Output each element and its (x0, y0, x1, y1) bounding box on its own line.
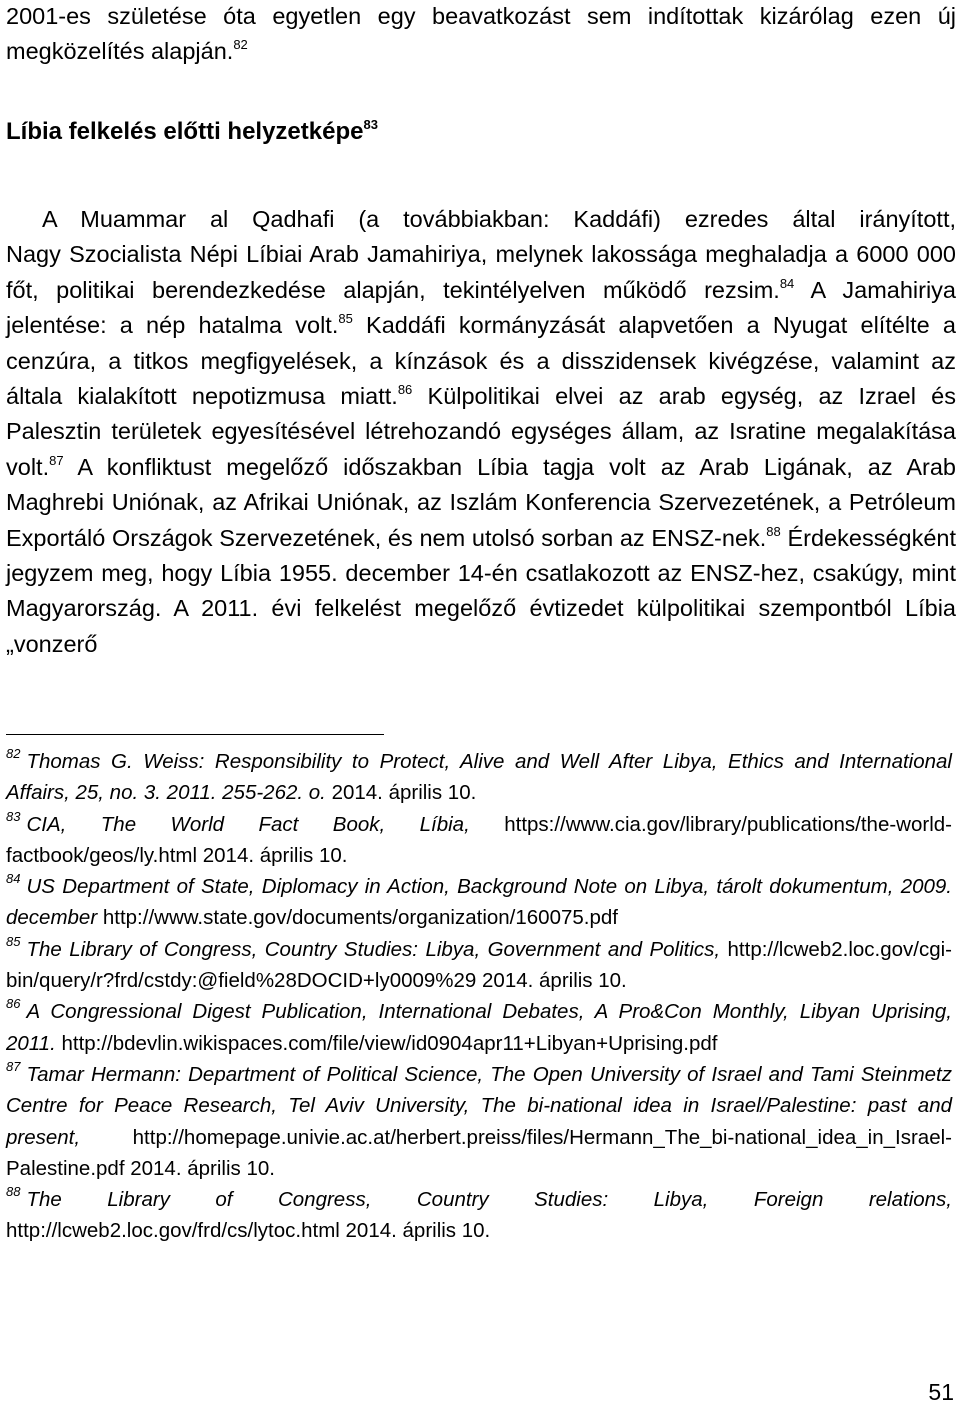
footnote-ref-87: 87 (49, 452, 64, 468)
footnote-ref-85: 85 (338, 311, 353, 327)
footnote-ref-84: 84 (779, 275, 795, 291)
section-heading (6, 112, 956, 152)
main-paragraph (6, 202, 956, 662)
paragraph-text-1: Nagy Szocialista Népi Líbiai Arab Jamahiriya, melynek lakossága meghaladja a 6000 000 főt, politikai berendezkedése alapján, tekintélyelven működő rezsim. (6, 241, 956, 303)
section-heading-text: Líbia felkelés előtti helyzetképe (6, 118, 364, 145)
paragraph-text-4: Külpolitikai elvei az arab egység, az Izrael és Palesztin területek egyesítésével létrehozandó egységes állam, az Isratine megalakítása volt. (6, 383, 957, 480)
intro-paragraph (6, 0, 956, 70)
page-number: 51 (928, 1379, 954, 1405)
footnote-ref-82: 82 (233, 37, 248, 53)
footnote-ref-86: 86 (397, 382, 413, 398)
footnote-ref-88: 88 (766, 523, 781, 539)
footnote-88: $^{88}$ The Library of Congress, Country Studies: Libya, Foreign relations, http://lcweb2.loc.gov/frd/cs/lytoc.html 2014. április 10. (6, 1184, 952, 1243)
paragraph-first-line: A Muammar al Qadhafi (a továbbiakban: Kaddáfi) ezredes által irányított, (42, 206, 956, 232)
footnote-84: $^{84}$ US Department of State, Diplomacy in Action, Background Note on Libya, tárolt dokumentum, 2009. december http://www.state.gov/documents/organization/160075.pdf (6, 871, 952, 930)
intro-text: 2001-es születése óta egyetlen egy beavatkozást sem indítottak kizárólag ezen új megközelítés alapján. (6, 3, 956, 65)
footnotes-section (6, 746, 952, 1247)
footnote-ref-83: 83 (363, 117, 378, 132)
footnote-85: $^{85}$ The Library of Congress, Country Studies: Libya, Government and Politics, http://lcweb2.loc.gov/cgi-bin/query/r?frd/cstdy:@field%28DOCID+ly0009%29 2014. április 10. (6, 933, 952, 993)
paragraph-text-3: Kaddáfi kormányzását alapvetően a Nyugat elítélte a cenzúra, a titkos megfigyelések, a kínzások és a disszidensek kivégzése, valamint az általa kialakított nepotizmusa miatt. (6, 312, 956, 410)
footnote-83: $^{83}$ CIA, The World Fact Book, Líbia, https://www.cia.gov/library/publications/the-world-factbook/geos/ly.html 2014. április 10. (6, 808, 952, 867)
footnote-86: $^{86}$ A Congressional Digest Publication, International Debates, A Pro&Con Monthly, Libyan Uprising, 2011. http://bdevlin.wikispaces.com/file/view/id0904apr11+Libyan+Uprising.pdf (6, 996, 952, 1055)
paragraph-text-6: Érdekességként jegyzem meg, hogy Líbia 1955. december 14-én csatlakozott az ENSZ-hez, csakúgy, mint Magyarország. A 2011. évi felkelést megelőző évtizedet külpolitikai szempontból Líbia „vonzerő (6, 524, 957, 657)
footnote-separator (6, 734, 384, 735)
paragraph-text-2: A Jamahiriya jelentése: a nép hatalma volt. (6, 276, 956, 339)
footnote-87: $^{87}$ Tamar Hermann: Department of Political Science, The Open University of Israel and Tami Steinmetz Centre for Peace Research, Tel Aviv University, The bi-national idea in Israel/Palestine: past and present, http://homepage.univie.ac.at/herbert.preiss/files/Hermann_The_bi-national_idea_in_Israel-Palestine.pdf 2014. április 10. (6, 1058, 952, 1180)
footnote-82: $^{82}$ Thomas G. Weiss: Responsibility to Protect, Alive and Well After Libya, Ethics and International Affairs, 25, no. 3. 2011. 255-262. o. 2014. április 10. (6, 746, 952, 805)
paragraph-text-5: A konfliktust megelőző időszakban Líbia tagja volt az Arab Ligának, az Arab Maghrebi Uniónak, az Afrikai Uniónak, az Iszlám Konferencia Szervezetének, a Petróleum Exportáló Országok Szervezetének, és nem utolsó sorban az ENSZ-nek. (6, 453, 956, 551)
